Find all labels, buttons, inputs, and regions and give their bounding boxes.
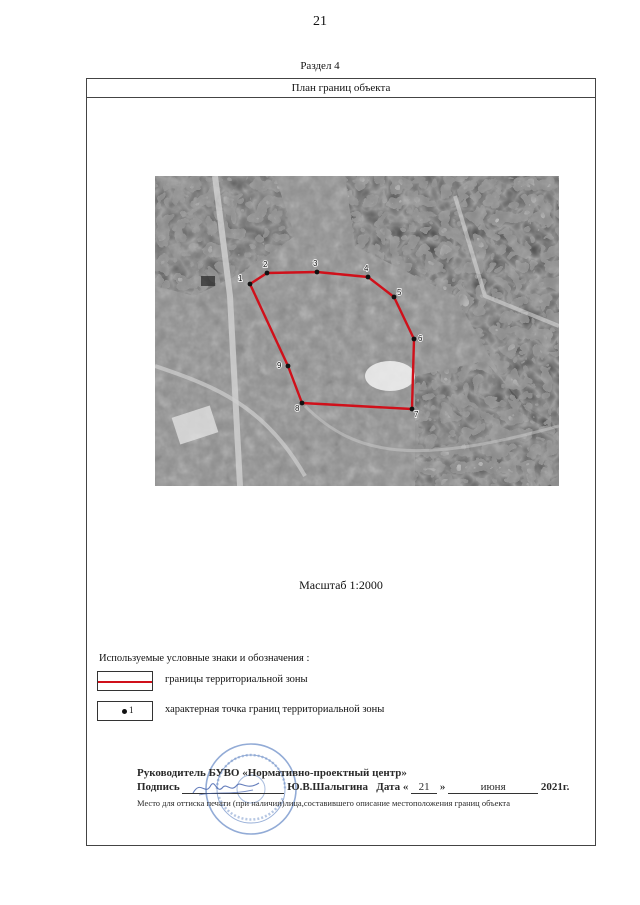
date-day: 21 bbox=[411, 781, 437, 794]
point-dot-symbol bbox=[122, 709, 127, 714]
boundary-point-1 bbox=[248, 282, 253, 287]
table-header: План границ объекта bbox=[87, 79, 595, 98]
boundary-point-label: 3 bbox=[313, 259, 318, 268]
legend-symbol-boundary-line bbox=[97, 671, 153, 691]
legend-item-point bbox=[97, 701, 577, 721]
boundary-point-3 bbox=[315, 270, 320, 275]
boundary-point-6 bbox=[412, 337, 417, 342]
signature-block bbox=[117, 739, 577, 839]
sign-label: Подпись bbox=[137, 781, 180, 793]
boundary-point-label: 7 bbox=[414, 410, 419, 419]
aerial-map bbox=[155, 176, 559, 486]
boundary-plan-frame bbox=[86, 78, 596, 846]
boundary-point-label: 5 bbox=[397, 288, 402, 297]
handwritten-signature bbox=[191, 777, 261, 799]
boundary-point-8 bbox=[300, 401, 305, 406]
section-title: Раздел 4 bbox=[300, 60, 340, 72]
legend-label: границы территориальной зоны bbox=[165, 674, 308, 685]
red-line-symbol bbox=[98, 681, 152, 683]
boundary-point-label: 2 bbox=[263, 260, 268, 269]
boundary-point-label: 1 bbox=[238, 274, 243, 283]
date-close: » bbox=[439, 781, 446, 793]
boundary-point-2 bbox=[265, 271, 270, 276]
boundary-point-9 bbox=[286, 364, 291, 369]
signature-line-head: Руководитель БУВО «Нормативно-проектный центр» bbox=[137, 767, 407, 779]
legend-symbol-number: 1 bbox=[129, 705, 134, 715]
boundary-point-label: 9 bbox=[277, 361, 282, 370]
date-year: 2021г. bbox=[540, 781, 570, 793]
legend-title: Используемые условные знаки и обозначения : bbox=[99, 653, 310, 664]
boundary-point-label: 4 bbox=[364, 264, 369, 273]
date-month: июня bbox=[448, 781, 538, 794]
boundary-point-label: 8 bbox=[295, 404, 300, 413]
boundary-point-5 bbox=[392, 295, 397, 300]
boundary-point-4 bbox=[366, 275, 371, 280]
map-scale: Масштаб 1:2000 bbox=[299, 578, 383, 592]
signer-name: Ю.В.Шалыгина bbox=[287, 781, 369, 793]
date-label: Дата « bbox=[376, 781, 409, 793]
legend-label: характерная точка границ территориальной зоны bbox=[165, 704, 385, 715]
stamp-place-note: Место для оттиска печати (при наличии)лица,составившего описание местоположения границ объекта bbox=[137, 798, 510, 808]
legend-symbol-point bbox=[97, 701, 153, 721]
legend-item-boundary bbox=[97, 671, 577, 691]
aerial-photo bbox=[155, 176, 559, 486]
boundary-point-label: 6 bbox=[418, 334, 423, 343]
page-number: 21 bbox=[313, 14, 327, 29]
